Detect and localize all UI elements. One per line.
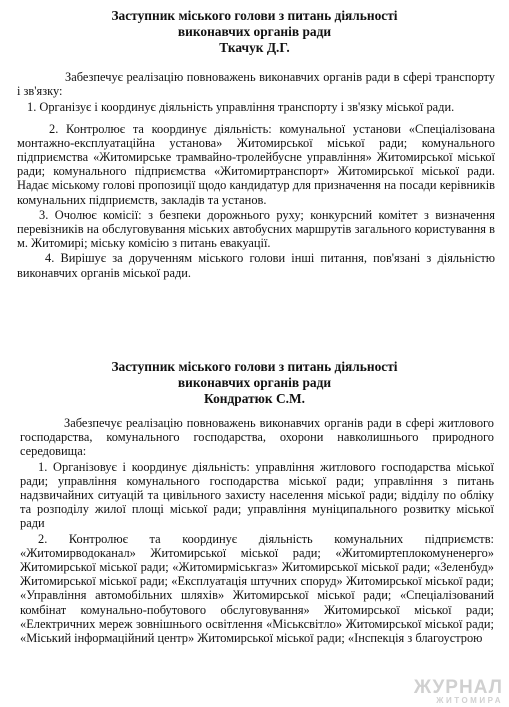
watermark-line1: ЖУРНАЛ — [413, 677, 503, 698]
section-heading-line1: Заступник міського голови з питань діяльності — [111, 8, 398, 23]
section-kondratiuk-heading — [0, 359, 509, 407]
watermark-line2: ЖИТОМИРА — [436, 696, 503, 705]
section-kondratiuk-body — [20, 416, 494, 645]
paragraph: Забезпечує реалізацію повноважень виконавчих органів ради в сфері житлового господарства, комунального господарства, охорони навколишнього природного середовища: — [20, 416, 494, 459]
paragraph: 2. Контролює та координує діяльність комунальних підприємств: «Житомирводоканал» Житомирської міської ради; «Житомиртеплокомуненерго» Житомирської міської ради; «Житомирміськгаз» Житомирської міської ради; «Зеленбуд» Житомирської міської ради; «Експлуатація штучних споруд» Житомирської міської ради; «Управління автомобільних шляхів» Житомирської міської ради; «Спеціалізований комбінат комунально-побутового обслуговування» Житомирської міської ради; «Електричних мереж зовнішнього освітлення «Міськсвітло» Житомирської міської ради; «Міський інформаційний центр» Житомирської міської ради; «Інспекція з благоустрою — [20, 531, 494, 646]
paragraph: 1. Організовує і координує діяльність: управління житлового господарства міської ради; управління комунального господарства міської ради; управління з питань надзвичайних ситуацій та цивільного захисту населення міської ради; відділу по обліку та розподілу жилої площі міської ради; управління муніципального розвитку міської ради — [20, 459, 494, 531]
paragraph: 3. Очолює комісії: з безпеки дорожнього руху; конкурсний комітет з визначення перевізників на обслуговування міських автобусних маршрутів загального користування в м. Житомирі; міську комісію з питань евакуації. — [17, 207, 495, 251]
paragraph: 1. Організує і координує діяльність управління транспорту і зв'язку міської ради. — [27, 100, 455, 115]
section-tkachuk-heading — [0, 8, 509, 56]
section-heading-name: Ткачук Д.Г. — [219, 40, 290, 55]
section-heading-line2: виконавчих органів ради — [177, 375, 332, 390]
section-tkachuk-body — [17, 70, 495, 280]
section-heading-name: Кондратюк С.М. — [204, 391, 305, 406]
paragraph: 2. Контролює та координує діяльність: комунальної установи «Спеціалізована монтажно-експлуатаційна установа» Житомирської міської ради; комунального підприємства «Житомирське трамвайно-тролейбусне управління» Житомирської міської ради; комунального підприємства «Житомиртранспорт» Житомирської міської ради. Надає міському голові пропозиції щодо кандидатур для призначення на посади керівників комунальних підприємств, закладів та установ. — [17, 121, 495, 207]
section-heading-line1: Заступник міського голови з питань діяльності — [111, 359, 398, 374]
section-heading-line2: виконавчих органів ради — [177, 24, 332, 39]
paragraph: Забезпечує реалізацію повноважень виконавчих органів ради в сфері транспорту і зв'язку: — [17, 70, 495, 99]
paragraph: 4. Вирішує за дорученням міського голови інші питання, пов'язані з діяльністю виконавчих органів міської ради. — [17, 251, 495, 280]
watermark-logo — [414, 678, 503, 705]
